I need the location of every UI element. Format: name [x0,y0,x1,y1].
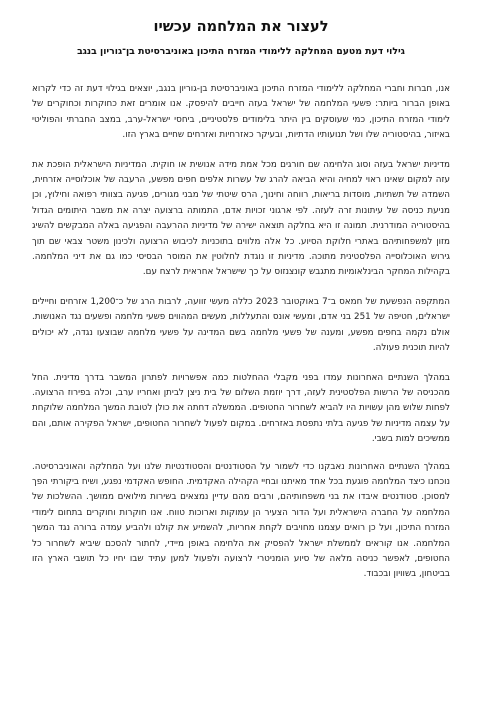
document-subtitle: גילוי דעת מטעם המחלקה ללימודי המזרח התיכון באוניברסיטת בן־גוריון בנגב [77,46,405,57]
paragraph-diplomatic-options: במהלך השנתיים האחרונות עמדו בפני מקבלי ההחלטות כמה אפשרויות לפתרון המשבר בדרך מדינית. החל מהכניסה של הרשות הפלסטינית לעזה, דרך יוזמת השלום של בית ניצן לביתן ואחריו ערב, וכלה בפירוז הרצועה. לפחות שלוש מהן עשויות היו להביא לשחרור החטופים. הממשלה דחתה את כולן לטובת המשך המלחמה שלוקחת על עצמה מדיניות של פגיעה בלתי נתפסת באזרחים. במקום לפעול לשחרור החטופים, ישראל הפקירה אותם, והם ממשיכים למות בשבי. [32,372,450,445]
document-title: לעצור את המלחמה עכשיו [153,19,329,35]
paragraph-students: במהלך השנתיים האחרונות נאבקנו כדי לשמור על הסטודנטים והסטודנטיות שלנו ועל המחלקה והאוניברסיטה. נוכחנו כיצד המלחמה פוגעת בכל אחד מאיתנו ובחיי הקהילה האקדמית. החופש האקדמי נפגע, ושיח ביקורתי הפך למסוכן. סטודנטים איבדו את בני משפחותיהם, ורבים מהם עדיין נמצאים בשירות מילואים ממושך. ההשלכות של המלחמה על החברה הישראלית ועל הדור הצעיר הן עמוקות וארוכות טווח. אנו חוקרות וחוקרים בתחום לימודי המזרח התיכון, ועל כן רואים עצמנו מחויבים לקחת אחריות, להשמיע את קולנו ולהביע עמדה ברורה נגד המשך המלחמה. אנו קוראים לממשלת ישראל להפסיק את הלחימה באופן מיידי, לחתור להסכם שיביא לשחרור כל החטופים, לאפשר כניסה מלאה של סיוע הומניטרי לרצועה ולפעול למען עתיד שבו יחיו כל תושבי הארץ הזו בביטחון, בשוויון ובכבוד. [32,461,450,580]
paragraph-policy: מדיניות ישראל בעזה וסוג הלחימה שם חורגים מכל אמת מידה אנושית או חוקית. המדיניות הישראלית הופכת את עזה למקום שאינו ראוי למחיה והיא הביאה להרג של עשרות אלפים חפים מפשע, הרעבה של אוכלוסייה אזרחית, השמדה של תשתיות, מוסדות בריאות, רווחה וחינוך, הרס שיטתי של מבני מגורים, פגיעה בצוותי רפואה וחילוץ, וכן מניעת כניסה של עיתונות זרה לעזה. לפי ארגוני זכויות אדם, התמותה ברצועה יצרה את משבר היתומים הגדול בהיסטוריה המודרנית. תמונה זו היא בחלקה תוצאה ישירה של מדיניות ההרעבה והפגיעה באלה המבקשים להשיג מזון למשפחותיהם באתרי חלוקת הסיוע. כל אלה מלווים בתוכניות לכיבוש הרצועה ולכינון משטר צבאי שם תוך גירוש האוכלוסייה הפלסטינית מתוכה. מדיניות זו נוגדת לחלוטין את המוסר הבסיסי כמו גם את דיני המלחמה. בקהילות המחקר הבינלאומיות מתגבש קונצנזוס על כך שישראל אחראית לרצח עם. [32,159,450,278]
paragraph-october-7: המתקפה הנפשעת של חמאס ב־7 באוקטובר 2023 כללה מעשי זוועה, לרבות הרג של כ־1,200 אזרחים וחיילים ישראלים, חטיפה של 251 בני אדם, ומעשי אונס והתעללות, מעשים המהווים פשעי מלחמה ופשעים נגד האנושות. אולם נקמה בחפים מפשע, ומענה של פשעי מלחמה בשם המדינה על פשעי מלחמה שבוצעו נגדה, לא יכולים להיות תוכנית פעולה. [32,296,450,354]
paragraph-intro: אנו, חברות וחברי המחלקה ללימודי המזרח התיכון באוניברסיטת בן-גוריון בנגב, יוצאים בגילוי דעת זה כדי לקרוא באופן הברור ביותר: פשעי המלחמה של ישראל בעזה חייבים להיפסק. אנו אומרים זאת כחוקרות וכחוקרים של לימודי המזרח התיכון, כמי שעוסקים בין היתר בלימודים פלסטיניים, ביחסי ישראל-ערב, במצב החברתי והפוליטי באיזור, בהיסטוריה שלו ושל תנועותיו הדתיות, ובעיקר כאזרחיות ואזרחים שחיים בארץ הזו. [32,84,450,141]
